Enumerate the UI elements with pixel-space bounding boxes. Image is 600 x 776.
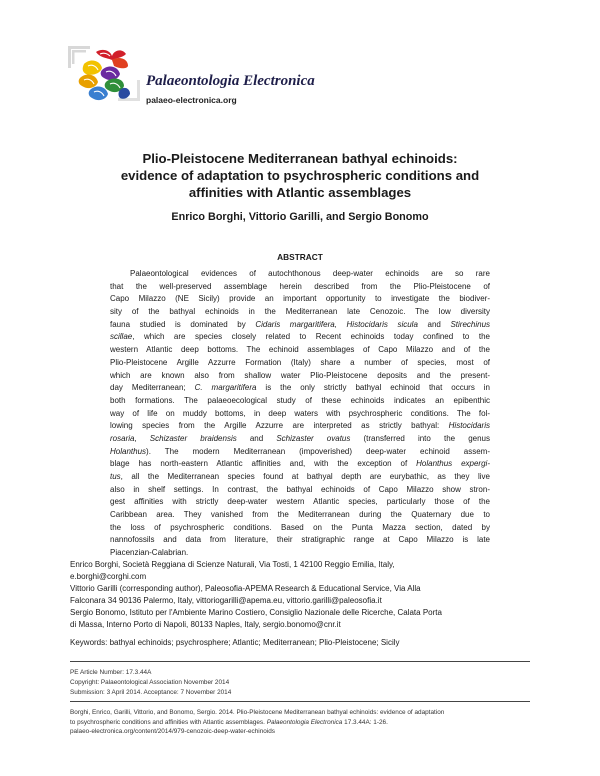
taxon-name: Schizaster ovatus [276,433,351,443]
abstract-line [110,522,490,535]
abstract-text: day Mediterranean; [110,383,195,393]
submission-dates: Submission: 3 April 2014. Acceptance: 7 November 2014 [70,688,232,696]
abstract-text: Caribbean area. They vanished from the Mediterranean during the Quaternary due to [110,510,490,520]
abstract-body [110,268,490,560]
abstract-line [110,306,490,319]
journal-url[interactable]: palaeo-electronica.org [146,95,237,105]
abstract-text: (transferred into the genus [350,433,491,443]
abstract-text: lowing species from the Argille Azzurre are interpreted as strictly bathyal: [110,421,449,431]
taxon-name: tus [110,472,121,481]
abstract-text: western Atlantic deep bottoms. The echinoid assemblages of Capo Milazzo and of the [110,345,490,355]
affiliations [70,559,530,630]
abstract-text: , [134,433,150,443]
abstract-text: ). The modern Mediterranean (impoverished) deep-water echinoid assem- [146,446,490,456]
title-line: evidence of adaptation to psychrospheric conditions and [120,168,480,183]
taxon-name: Cidaris margaritifera, Histocidaris sicula [255,319,418,329]
affiliation-line: Enrico Borghi, Società Reggiana di Scienze Naturali, Via Tosti, 1 42100 Reggio Emilia, Italy, [70,560,395,569]
abstract-text: sity of the bathyal echinoids in the Mediterranean late Cenozoic. The low diversity [110,307,490,317]
abstract-text: , which are species closely related to Recent echinoids today confined to the [132,332,490,342]
abstract-line [110,268,490,281]
affiliation-line: Vittorio Garilli (corresponding author), Paleosofia-APEMA Research & Educational Service, Via Alla [70,583,421,593]
authors: Enrico Borghi, Vittorio Garilli, and Sergio Bonomo [171,211,429,223]
abstract-text: Palaeontological evidences of autochthonous deep-water echinoids are so rare [130,269,490,278]
citation-url[interactable]: palaeo-electronica.org/content/2014/979-cenozoic-deep-water-echinoids [70,728,275,736]
abstract-text: , all the Mediterranean species found at bathyal depth are eurybathic, as they live [120,472,490,481]
abstract-line [110,281,490,294]
abstract-line [110,370,490,383]
taxon-name: rosaria [110,433,135,443]
title-line: affinities with Atlantic assemblages [188,185,412,200]
abstract-text: fauna studied is dominated by [110,319,256,329]
abstract-line [110,357,490,370]
citation-line: Borghi, Enrico, Garilli, Vittorio, and Bonomo, Sergio. 2014. Plio-Pleistocene Mediterranean bathyal echinoids: evidence of adaptation [70,709,445,716]
affiliation-line: di Massa, Interno Porto di Napoli, 80133 Naples, Italy, sergio.bonomo@cnr.it [70,619,341,629]
affiliation-email[interactable]: e.borghi@corghi.com [70,571,147,581]
taxon-name: C. margaritifera [194,383,257,393]
abstract-line [110,509,490,522]
abstract-text: both formations. The palaeoecological study of these echinoids indicates an epibenthic [110,395,490,405]
abstract-text: nannofossils and data from literature, their stratigraphic range at Capo Milazzo is late [110,535,490,545]
copyright: Copyright: Palaeontological Association November 2014 [70,678,230,686]
taxon-name: Schizaster braidensis [149,433,237,443]
affiliation-line: Sergio Bonomo, Istituto per l'Ambiente Marino Costiero, Consiglio Nazionale delle Ricerche, Calata Porta [70,607,442,617]
abstract-text: the loss of psychrospheric conditions. Based on the Punta Mazza section, dated by [110,522,490,532]
citation-line [70,718,530,728]
abstract-line [110,395,490,408]
keywords: Keywords: bathyal echinoids; psychrosphere; Atlantic; Mediterranean; Plio-Pleistocene; Sicily [70,638,400,647]
title-line: Plio-Pleistocene Mediterranean bathyal echinoids: [142,151,458,166]
abstract-line [110,433,490,446]
citation-text: to psychrospheric conditions and affinities with Atlantic assemblages. [70,718,267,726]
abstract-line [110,446,490,459]
taxon-name: Holanthus expergi- [416,459,490,469]
abstract-text: Plio-Pleistocene Argille Azzurre Formation (Italy) share a number of species, most of [110,357,490,367]
abstract-heading: ABSTRACT [277,252,323,262]
taxon-name: Stirechinus [450,319,491,329]
abstract-line [110,293,490,306]
abstract-line [110,382,490,395]
abstract-line [110,408,490,421]
abstract-line [110,458,490,471]
abstract-line [110,420,490,433]
abstract-text: Piacenzian-Calabrian. [110,548,189,558]
abstract-line [110,344,490,357]
affiliation-line: Falconara 34 90136 Palermo, Italy, vittoriogarilli@apema.eu, vittorio.garilli@paleosofia.it [70,595,382,605]
abstract-text: Capo Milazzo (NE Sicily) provide an important opportunity to investigate the biodiver- [110,294,490,304]
citation-journal: Palaeontologia Electronica [266,718,343,726]
abstract-text: and [417,319,451,329]
abstract-text: and [236,433,277,443]
citation-text: 17.3.44A: 1-26. [342,718,388,726]
taxon-name: Histocidaris [448,421,490,431]
abstract-line [110,471,490,484]
abstract-line [110,484,490,497]
divider [70,701,530,702]
abstract-line [110,319,490,332]
abstract-line [110,547,490,560]
citation [70,708,530,737]
abstract-text: which are known also from shallow water Plio-Pleistocene deposits and the present- [110,370,490,380]
abstract-text: way of life on muddy bottoms, in deep waters with psychrospheric conditions. The fol- [110,408,490,418]
abstract-text: is the only strictly bathyal echinoid that occurs in [256,383,490,393]
taxon-name: scillae [110,332,133,342]
abstract-text: gest affinities with strictly deep-water western Atlantic species, particularly those of the [110,497,490,507]
divider [70,661,530,662]
journal-logo [66,46,146,112]
article-number: PE Article Number: 17.3.44A [70,669,152,676]
abstract-text: blage has north-eastern Atlantic affinities and, with the exception of [110,459,417,469]
abstract-text: also in shelf settings. In contrast, the bathyal echinoids of Capo Milazzo show stron- [110,484,490,494]
article-meta [70,668,231,697]
abstract-line [110,331,490,344]
abstract-text: that the well-preserved assemblage herein described from the Plio-Pleistocene of [110,281,490,291]
journal-name: Palaeontologia Electronica [146,73,315,89]
article-title [60,150,540,201]
abstract-line [110,496,490,509]
taxon-name: Holanthus [110,446,147,456]
abstract-line [110,534,490,547]
